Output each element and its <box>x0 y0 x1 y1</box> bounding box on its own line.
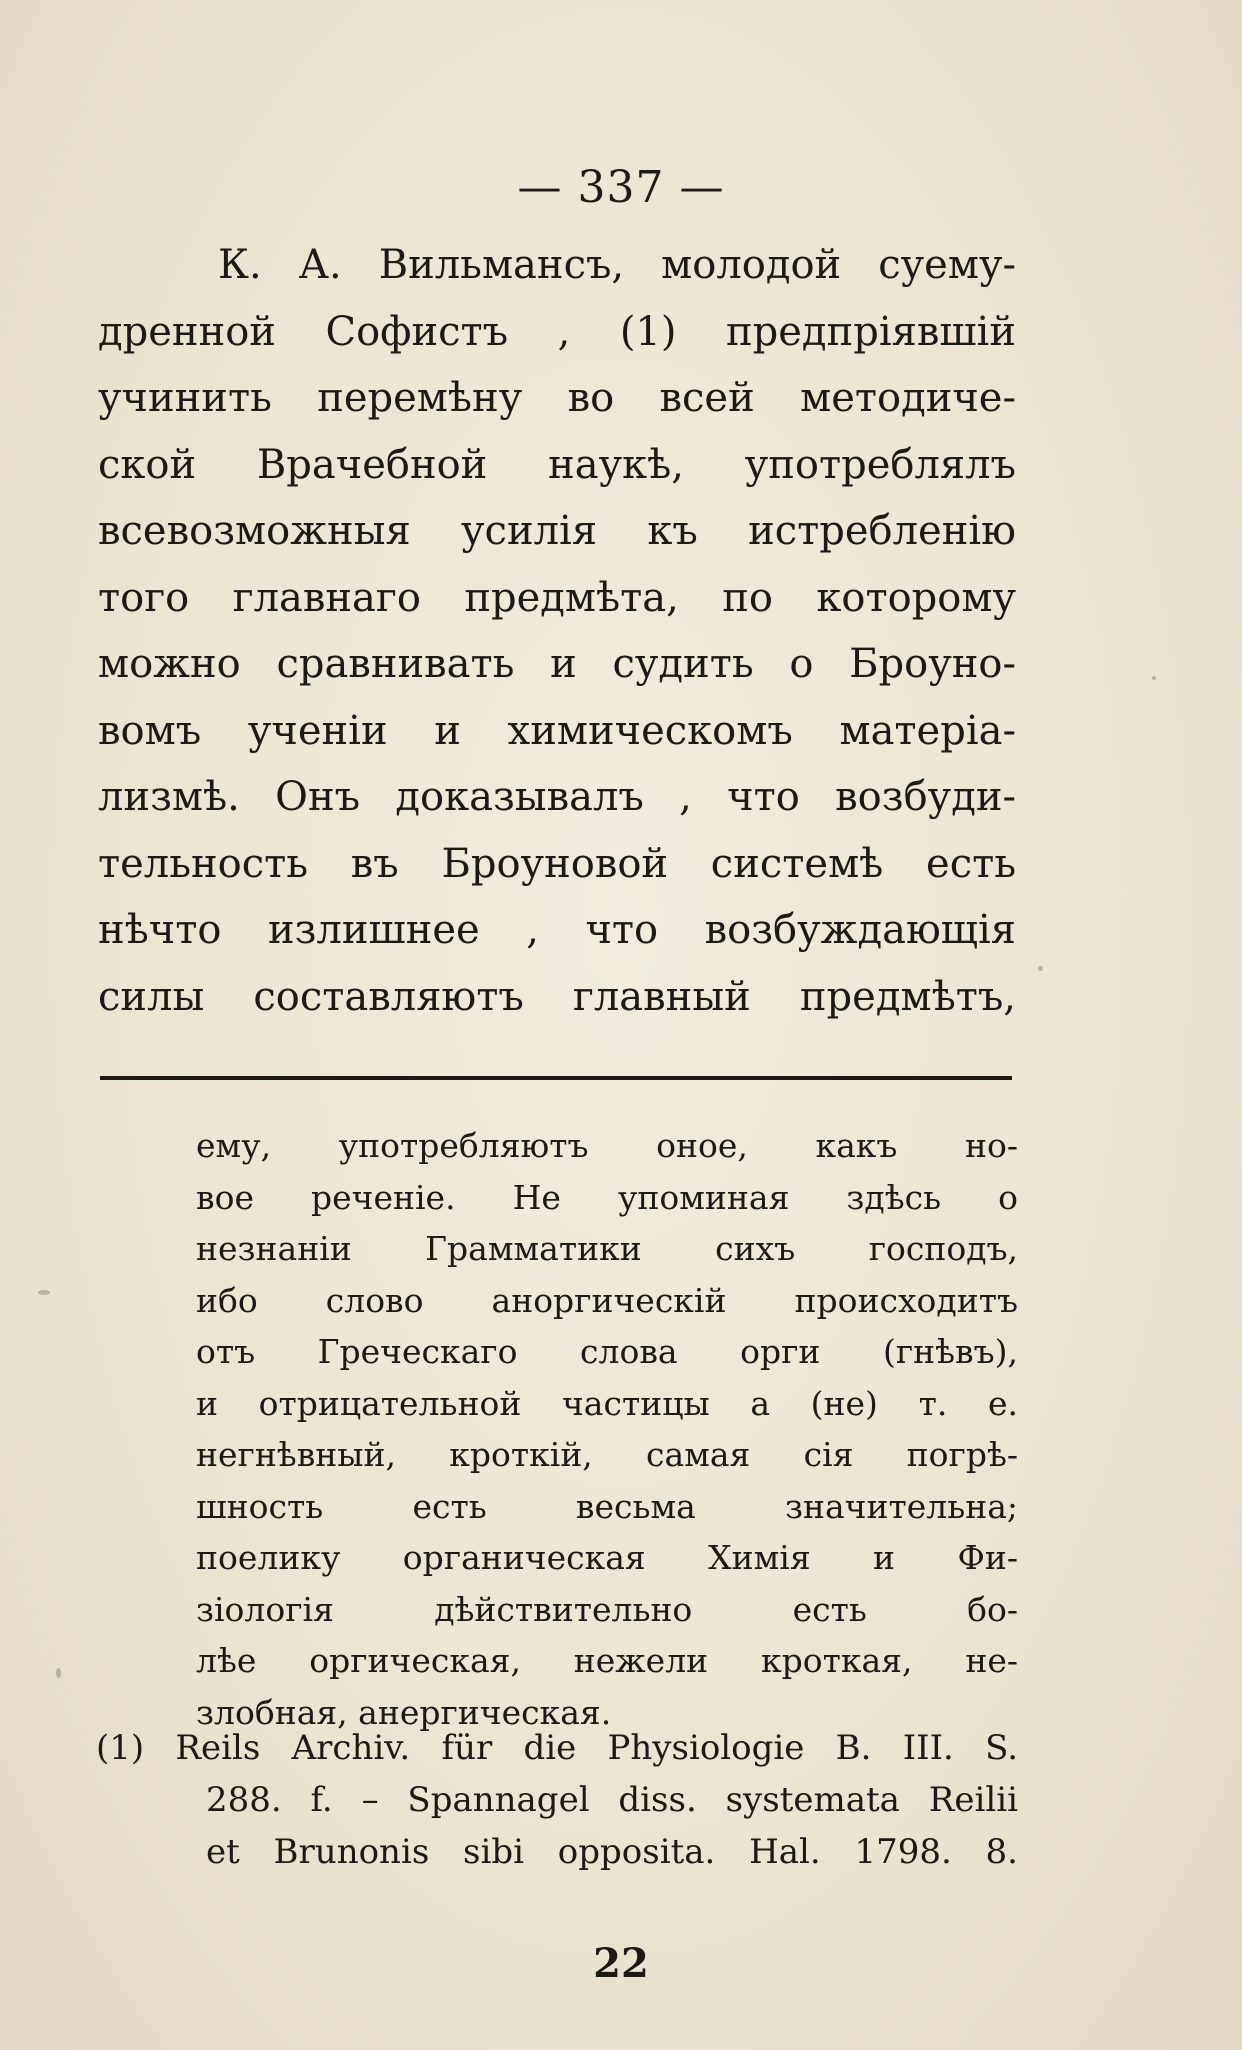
footnote-line: лѣе оргическая, нежели кроткая, не- <box>196 1641 1018 1680</box>
footnote-line: негнѣвный, кроткій, самая сія погрѣ- <box>196 1435 1018 1474</box>
paper-speck <box>56 1668 61 1678</box>
paper-speck <box>38 1290 50 1295</box>
main-text-block <box>98 232 1016 1030</box>
footnote-line: злобная, анергическая. <box>196 1692 612 1732</box>
citation-line: et Brunonis sibi opposita. Hal. 1798. 8. <box>206 1832 1018 1872</box>
main-text-line: силы составляютъ главный предмѣтъ, <box>98 973 1016 1020</box>
footnote-line: ибо слово аноргическій происходитъ <box>196 1280 1018 1320</box>
footnote-line: поелику органическая Химія и Фи- <box>196 1538 1018 1577</box>
main-text-line: вомъ ученіи и химическомъ матеріа- <box>98 707 1016 754</box>
main-text-line: К. А. Вильмансъ, молодой суему- <box>218 242 1016 288</box>
footnote-line: зіологія дѣйствительно есть бо- <box>196 1589 1018 1629</box>
citation-block <box>96 1722 1018 1878</box>
page-number: — 337 — <box>517 162 725 213</box>
main-text-line: дренной Софистъ , (1) предпріявшій <box>98 308 1016 355</box>
footnote-line: незнаніи Грамматики сихъ господъ, <box>196 1229 1018 1268</box>
main-text-line: ской Врачебной наукѣ, употреблялъ <box>98 441 1016 488</box>
main-text-line: тельность въ Броуновой системѣ есть <box>98 840 1016 887</box>
footnote-line: вое реченіе. Не упоминая здѣсь о <box>196 1177 1018 1217</box>
paper-speck <box>1038 966 1043 971</box>
footnote-line: ему, употребляютъ оное, какъ но- <box>196 1126 1018 1165</box>
main-text-line: лизмѣ. Онъ доказывалъ , что возбуди- <box>98 774 1016 820</box>
footnote-separator-rule <box>100 1076 1012 1080</box>
citation-line: 288. f. – Spannagel diss. systemata Reilii <box>206 1780 1018 1820</box>
main-text-line: можно сравнивать и судить о Броуно- <box>98 641 1016 687</box>
main-text-line: того главнаго предмѣта, по которому <box>98 574 1016 621</box>
main-text-line: нѣчто излишнее , что возбуждающія <box>98 907 1016 953</box>
footnote-line: и отрицательной частицы а (не) т. е. <box>196 1383 1018 1423</box>
footnote-line: шность есть весьма значительна; <box>196 1486 1018 1526</box>
main-text-line: всевозможныя усилія къ истребленію <box>98 508 1016 554</box>
citation-line: (1) Reils Archiv. für die Physiologie B. III. S. <box>96 1728 1018 1768</box>
footnote-block <box>196 1120 1018 1738</box>
printer-signature-mark: 22 <box>593 1940 649 1987</box>
main-text-line: учинить перемѣну во всей методиче- <box>98 375 1016 421</box>
paper-speck <box>1152 676 1156 680</box>
footnote-line: отъ Греческаго слова орги (гнѣвъ), <box>196 1332 1018 1371</box>
